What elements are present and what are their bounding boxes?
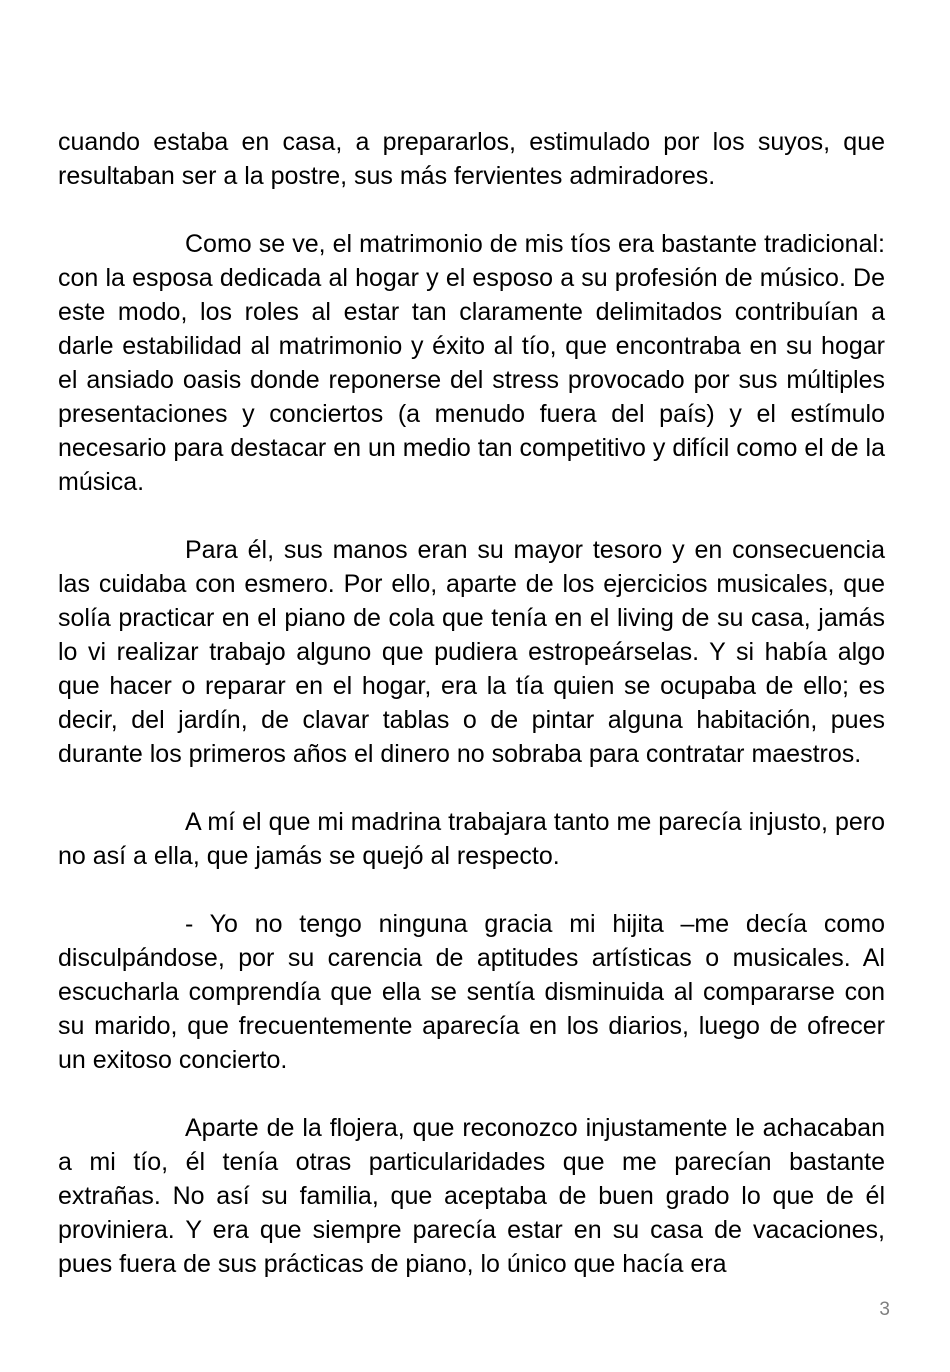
paragraph-6: Aparte de la flojera, que reconozco injustamente le achacaban a mi tío, él tenía otras particularidades que me parecían bastante extrañas. No así su familia, que aceptaba de buen grado lo que de él proviniera. Y era que siempre parecía estar en su casa de vacaciones, pues fuera de sus prácticas de piano, lo único que hacía era: [58, 1114, 885, 1278]
page-number: 3: [879, 1299, 890, 1320]
paragraph-3: Para él, sus manos eran su mayor tesoro y en consecuencia las cuidaba con esmero. Por ello, aparte de los ejercicios musicales, que solía practicar en el piano de cola que tenía en el living de su casa, jamás lo vi realizar trabajo alguno que pudiera estropeárselas. Y si había algo que hacer o reparar en el hogar, era la tía quien se ocupaba de ello; es decir, del jardín, de clavar tablas o de pintar alguna habitación, pues durante los primeros años el dinero no sobraba para contratar maestros.: [58, 536, 885, 768]
body-text: [58, 125, 885, 1315]
paragraph-1: cuando estaba en casa, a prepararlos, estimulado por los suyos, que resultaban ser a la postre, sus más fervientes admiradores.: [58, 128, 885, 190]
paragraph-4: A mí el que mi madrina trabajara tanto me parecía injusto, pero no así a ella, que jamás se quejó al respecto.: [58, 808, 885, 870]
paragraph-5: - Yo no tengo ninguna gracia mi hijita –me decía como disculpándose, por su carencia de aptitudes artísticas o musicales. Al escucharla comprendía que ella se sentía disminuida al compararse con su marido, que frecuentemente aparecía en los diarios, luego de ofrecer un exitoso concierto.: [58, 910, 885, 1074]
paragraph-2: Como se ve, el matrimonio de mis tíos era bastante tradicional: con la esposa dedicada al hogar y el esposo a su profesión de músico. De este modo, los roles al estar tan claramente delimitados contribuían a darle estabilidad al matrimonio y éxito al tío, que encontraba en su hogar el ansiado oasis donde reponerse del stress provocado por sus múltiples presentaciones y conciertos (a menudo fuera del país) y el estímulo necesario para destacar en un medio tan competitivo y difícil como el de la música.: [58, 230, 885, 496]
